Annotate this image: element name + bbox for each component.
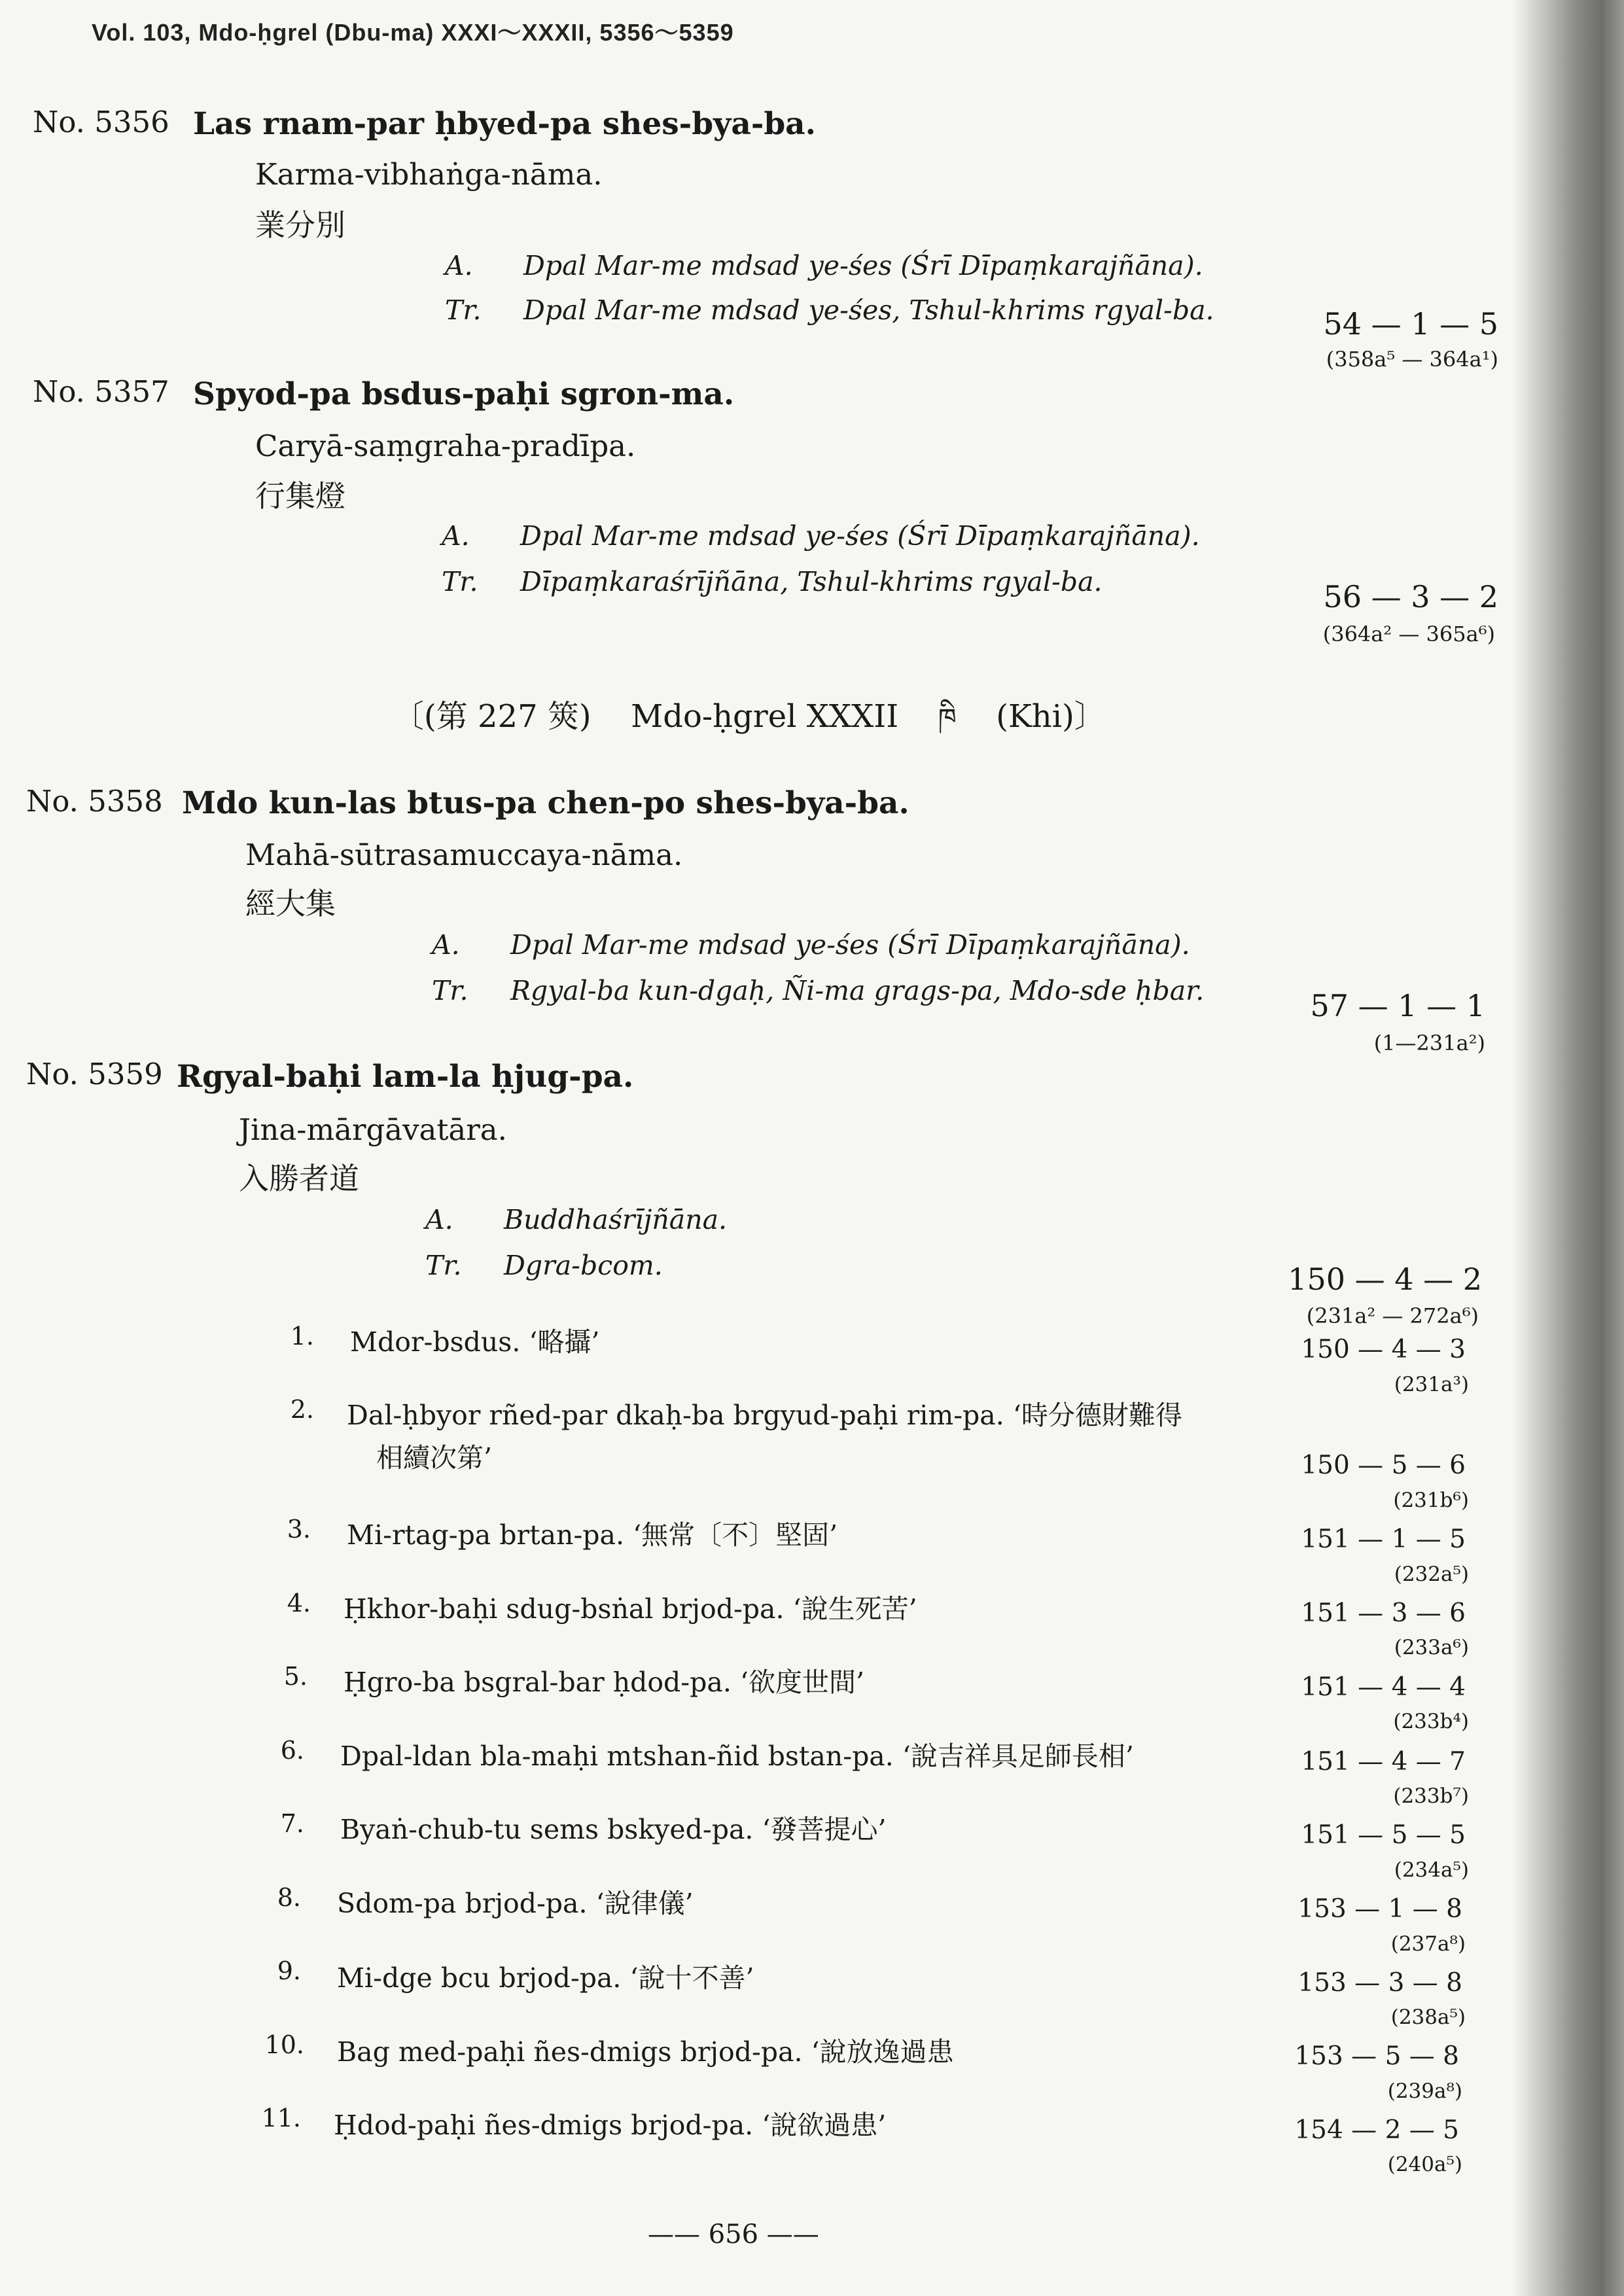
section-close: (Khi)〕 <box>996 698 1106 735</box>
reference: 57 — 1 — 1 <box>1310 988 1485 1023</box>
item-reference: 153 — 3 — 8 <box>1297 1968 1462 1998</box>
translator-label: Tr. <box>425 1250 462 1281</box>
item-text: Byaṅ-chub-tu sems bskyed-pa. ‘發菩提心’ <box>340 1814 887 1845</box>
section-title: Mdo-ḥgrel XXXII <box>631 698 899 735</box>
item-number: 10. <box>264 2030 304 2059</box>
item-text: Mdor-bsdus. ‘略攝’ <box>350 1326 600 1358</box>
item-folio: (239a⁸) <box>1387 2079 1462 2103</box>
item-text: Dpal-ldan bla-maḥi mtshan-ñid bstan-pa. ‘說吉祥具足師長相’ <box>340 1740 1134 1772</box>
translator-label: Tr. <box>442 566 478 597</box>
item-number: 2. <box>290 1395 314 1424</box>
item-text: Sdom-pa brjod-pa. ‘說律儀’ <box>337 1888 694 1919</box>
item-reference: 153 — 5 — 8 <box>1294 2041 1459 2071</box>
author-label: A. <box>432 929 460 961</box>
item-number: 11. <box>261 2104 301 2132</box>
item-reference: 151 — 3 — 6 <box>1301 1598 1466 1628</box>
section-open: 〔(第 227 筴) <box>393 698 591 735</box>
translator-line <box>432 975 1204 1006</box>
author-label: A. <box>445 250 473 281</box>
author-label: A. <box>425 1204 453 1235</box>
translator-line <box>442 566 1103 597</box>
item-text: Bag med-paḥi ñes-dmigs brjod-pa. ‘說放逸過患 <box>337 2036 954 2068</box>
entry-title: Rgyal-baḥi lam-la ḥjug-pa. <box>177 1059 634 1095</box>
sanskrit-title: Karma-vibhaṅga-nāma. <box>255 157 603 192</box>
item-number: 4. <box>287 1589 311 1617</box>
item-number: 3. <box>287 1515 311 1544</box>
item-reference: 150 — 4 — 3 <box>1301 1335 1466 1364</box>
item-folio: (233b⁴) <box>1393 1710 1469 1733</box>
author-line <box>442 520 1200 552</box>
item-folio: (237a⁸) <box>1390 1932 1466 1956</box>
running-header: Vol. 103, Mdo-ḥgrel (Dbu-ma) XXXI～XXXII, 5356～5359 <box>92 19 734 46</box>
item-number: 1. <box>290 1322 314 1351</box>
sanskrit-title: Mahā-sūtrasamuccaya-nāma. <box>245 838 683 872</box>
item-text: Mi-dge bcu brjod-pa. ‘說十不善’ <box>337 1962 754 1994</box>
author-name: Dpal Mar-me mdsad ye-śes (Śrī Dīpaṃkarajñāna). <box>523 250 1203 281</box>
item-number: 5. <box>283 1662 308 1691</box>
chinese-title: 行集燈 <box>255 478 345 514</box>
item-number: 7. <box>280 1809 304 1838</box>
section-heading <box>393 688 1106 762</box>
item-reference: 151 — 1 — 5 <box>1301 1525 1466 1554</box>
author-name: Dpal Mar-me mdsad ye-śes (Śrī Dīpaṃkarajñāna). <box>510 929 1190 961</box>
item-text: Ḥkhor-baḥi sdug-bsṅal brjod-pa. ‘說生死苦’ <box>344 1593 917 1625</box>
entry-number: No. 5358 <box>26 784 163 819</box>
sanskrit-title: Caryā-saṃgraha-pradīpa. <box>255 429 636 463</box>
reference: 54 — 1 — 5 <box>1323 306 1498 342</box>
translator-name: Dīpaṃkaraśrījñāna, Tshul-khrims rgyal-ba. <box>520 566 1103 597</box>
translator-name: Rgyal-ba kun-dgaḥ, Ñi-ma grags-pa, Mdo-sde ḥbar. <box>510 975 1205 1006</box>
item-reference: 151 — 4 — 7 <box>1301 1747 1466 1776</box>
item-number: 8. <box>277 1883 301 1912</box>
sanskrit-title: Jina-mārgāvatāra. <box>239 1112 507 1147</box>
item-reference: 150 — 5 — 6 <box>1301 1451 1466 1480</box>
translator-name: Dgra-bcom. <box>504 1250 663 1281</box>
author-line <box>432 929 1190 961</box>
item-folio: (238a⁵) <box>1390 2005 1466 2029</box>
page-number: —— 656 —— <box>648 2219 819 2250</box>
item-reference: 151 — 4 — 4 <box>1301 1672 1466 1702</box>
translator-line <box>445 294 1214 326</box>
item-text: Mi-rtag-pa brtan-pa. ‘無常〔不〕堅固’ <box>347 1519 838 1551</box>
item-folio: (232a⁵) <box>1394 1563 1469 1586</box>
item-folio: (233b⁷) <box>1393 1784 1469 1808</box>
tibetan-letter: ཁི <box>938 703 957 733</box>
author-label: A. <box>442 520 470 552</box>
reference-folio: (364a² — 365a⁶) <box>1322 622 1495 646</box>
item-text: Ḥdod-paḥi ñes-dmigs brjod-pa. ‘說欲過患’ <box>334 2110 887 2141</box>
chinese-title: 入勝者道 <box>239 1161 359 1196</box>
item-folio: (231b⁶) <box>1393 1489 1469 1512</box>
item-number: 9. <box>277 1956 301 1985</box>
chinese-title: 經大集 <box>245 886 336 921</box>
entry-title: Mdo kun-las btus-pa chen-po shes-bya-ba. <box>182 785 909 821</box>
item-number: 6. <box>280 1736 304 1765</box>
author-line <box>445 250 1203 281</box>
reference: 56 — 3 — 2 <box>1323 579 1498 614</box>
item-text: Dal-ḥbyor rñed-par dkaḥ-ba brgyud-paḥi rim-pa. ‘時分德財難得 <box>347 1400 1182 1431</box>
chinese-title: 業分別 <box>255 207 345 243</box>
author-name: Buddhaśrījñāna. <box>504 1204 728 1235</box>
item-folio: (233a⁶) <box>1394 1636 1469 1659</box>
reference-folio: (231a² — 272a⁶) <box>1306 1303 1479 1328</box>
item-text: Ḥgro-ba bsgral-bar ḥdod-pa. ‘欲度世間’ <box>344 1667 864 1698</box>
scan-page-edge <box>1513 0 1624 2296</box>
entry-title: Spyod-pa bsdus-paḥi sgron-ma. <box>193 376 735 412</box>
author-line <box>425 1204 727 1235</box>
entry-number: No. 5356 <box>33 105 169 139</box>
entry-number: No. 5359 <box>26 1057 163 1091</box>
item-folio: (234a⁵) <box>1394 1858 1469 1882</box>
item-folio: (240a⁵) <box>1387 2153 1462 2176</box>
translator-label: Tr. <box>432 975 468 1006</box>
translator-line <box>425 1250 663 1281</box>
item-folio: (231a³) <box>1394 1373 1469 1396</box>
reference-folio: (358a⁵ — 364a¹) <box>1326 347 1498 372</box>
item-reference: 151 — 5 — 5 <box>1301 1820 1466 1850</box>
reference: 150 — 4 — 2 <box>1288 1262 1482 1297</box>
reference-folio: (1—231a²) <box>1373 1031 1485 1055</box>
translator-label: Tr. <box>445 294 482 326</box>
item-text-continued: 相續次第’ <box>376 1442 493 1474</box>
translator-name: Dpal Mar-me mdsad ye-śes, Tshul-khrims rgyal-ba. <box>523 294 1214 326</box>
entry-number: No. 5357 <box>33 374 169 409</box>
item-reference: 153 — 1 — 8 <box>1297 1894 1462 1924</box>
author-name: Dpal Mar-me mdsad ye-śes (Śrī Dīpaṃkarajñāna). <box>520 520 1200 552</box>
entry-title: Las rnam-par ḥbyed-pa shes-bya-ba. <box>193 106 817 142</box>
item-reference: 154 — 2 — 5 <box>1294 2115 1459 2145</box>
